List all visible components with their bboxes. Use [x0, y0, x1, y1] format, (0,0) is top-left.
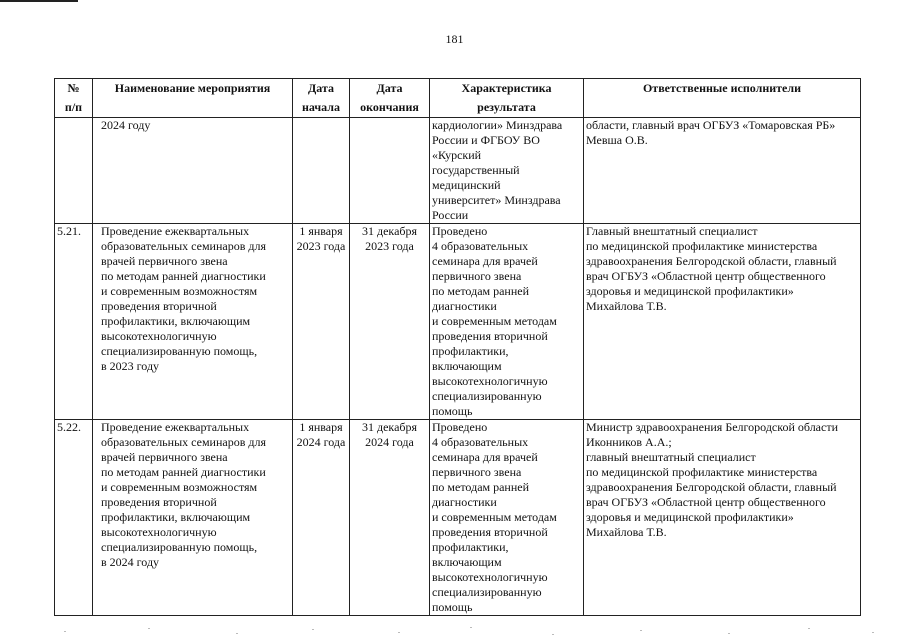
row-result: Проведено 4 образовательных семинара для врачей первичного звена по методам ранней диагностики и современным методам проведения вторичной профилактики, включающим высокотехнологичную специализированную помощь	[430, 224, 584, 420]
measures-table	[54, 78, 861, 616]
row-end: 31 декабря 2023 года	[350, 224, 430, 420]
scan-noise	[0, 624, 909, 640]
header-start-line2: начала	[301, 100, 341, 114]
header-num	[55, 79, 93, 118]
header-end-line2: окончания	[360, 100, 419, 114]
header-result-line1: Характеристика	[461, 81, 552, 95]
table-header-row	[55, 79, 861, 118]
header-num-line2: п/п	[64, 100, 83, 114]
row-responsible: Главный внештатный специалист по медицинской профилактике министерства здравоохранения Белгородской области, главный врач ОГБУЗ «Областной центр общественного здоровья и медицинской профилактики» Михайлова Т.В.	[584, 224, 861, 420]
header-start	[293, 79, 350, 118]
table-row	[55, 224, 861, 420]
row-start	[293, 118, 350, 224]
header-result-line2: результата	[477, 100, 536, 114]
header-end-line1: Дата	[376, 81, 403, 95]
row-num: 5.22.	[55, 420, 93, 616]
header-name-text: Наименование мероприятия	[114, 81, 271, 95]
header-end	[350, 79, 430, 118]
row-num: 5.21.	[55, 224, 93, 420]
header-start-line1: Дата	[308, 81, 334, 95]
row-end	[350, 118, 430, 224]
row-responsible: области, главный врач ОГБУЗ «Томаровская РБ» Мевша О.В.	[584, 118, 861, 224]
top-rule	[0, 0, 78, 2]
row-name: Проведение ежеквартальных образовательных семинаров для врачей первичного звена по методам ранней диагностики и современным возможностям проведения вторичной профилактики, включающим высокотехнологичную специализированную помощь, в 2023 году	[93, 224, 293, 420]
row-result: кардиологии» Минздрава России и ФГБОУ ВО «Курский государственный медицинский университет» Минздрава России	[430, 118, 584, 224]
row-start: 1 января 2023 года	[293, 224, 350, 420]
table-row	[55, 118, 861, 224]
row-name: Проведение ежеквартальных образовательных семинаров для врачей первичного звена по методам ранней диагностики и современным возможностям проведения вторичной профилактики, включающим высокотехнологичную специализированную помощь, в 2024 году	[93, 420, 293, 616]
page-number: 181	[445, 32, 464, 46]
header-responsible	[584, 79, 861, 118]
header-responsible-text: Ответственные исполнители	[642, 81, 802, 95]
header-result	[430, 79, 584, 118]
table-row	[55, 420, 861, 616]
row-name: 2024 году	[93, 118, 293, 224]
header-num-line1: №	[67, 81, 80, 95]
row-num	[55, 118, 93, 224]
row-result: Проведено 4 образовательных семинара для врачей первичного звена по методам ранней диагностики и современным методам проведения вторичной профилактики, включающим высокотехнологичную специализированную помощь	[430, 420, 584, 616]
row-responsible: Министр здравоохранения Белгородской области Иконников А.А.; главный внештатный специалист по медицинской профилактике министерства здравоохранения Белгородской области, главный врач ОГБУЗ «Областной центр общественного здоровья и медицинской профилактики» Михайлова Т.В.	[584, 420, 861, 616]
row-start: 1 января 2024 года	[293, 420, 350, 616]
header-name	[93, 79, 293, 118]
row-end: 31 декабря 2024 года	[350, 420, 430, 616]
